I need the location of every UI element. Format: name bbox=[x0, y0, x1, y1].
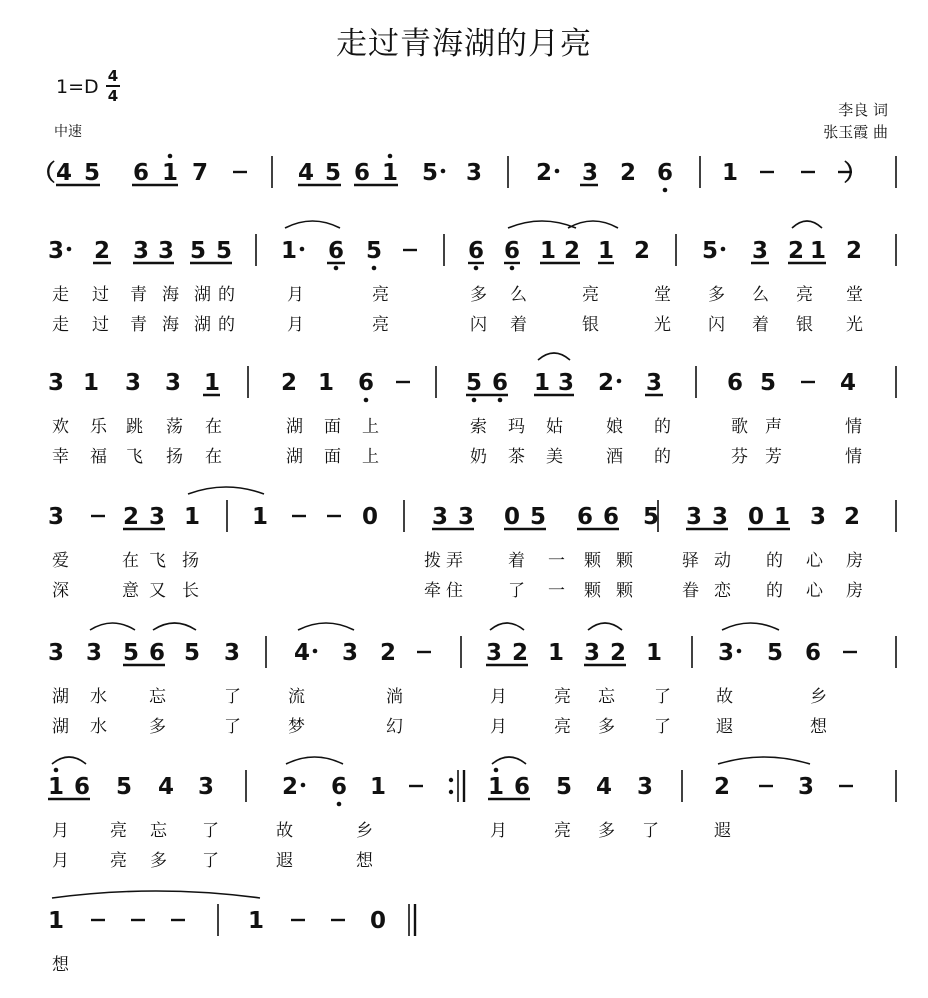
note: 1 bbox=[317, 370, 335, 396]
note: 3 bbox=[557, 370, 575, 396]
lyric-char: 亮 bbox=[582, 285, 599, 305]
octave-down-dot bbox=[510, 266, 515, 271]
note: 3 bbox=[47, 504, 65, 530]
note: 1 bbox=[47, 908, 65, 934]
note: 3 bbox=[583, 640, 601, 666]
lyric-char: 月 bbox=[52, 821, 69, 841]
lyric-char: 么 bbox=[510, 285, 527, 305]
note: 2 bbox=[787, 238, 805, 264]
lyric-char: 了 bbox=[642, 821, 659, 841]
lyric-char: 芳 bbox=[765, 447, 782, 467]
lyric-char: 荡 bbox=[166, 417, 183, 437]
lyric-char: 遐 bbox=[276, 851, 293, 871]
lyric-char: 银 bbox=[796, 315, 813, 335]
lyric-char: 青 bbox=[130, 285, 147, 305]
lyric-char: 面 bbox=[324, 447, 341, 467]
lyric-char: 流 bbox=[288, 687, 305, 707]
augmentation-dot bbox=[313, 649, 318, 654]
note: 1 bbox=[247, 908, 265, 934]
note: 6 bbox=[726, 370, 744, 396]
note: 5 bbox=[421, 160, 439, 186]
lyric-char: 么 bbox=[752, 285, 769, 305]
note: 3 bbox=[124, 370, 142, 396]
composer-credit: 张玉霞 曲 bbox=[823, 123, 888, 141]
note: 1 bbox=[773, 504, 791, 530]
note: 3 bbox=[809, 504, 827, 530]
note: 5 bbox=[365, 238, 383, 264]
lyric-char: 海 bbox=[162, 285, 179, 305]
lyric-char: 光 bbox=[654, 315, 671, 335]
slur bbox=[298, 623, 354, 630]
note: 2 bbox=[619, 160, 637, 186]
note: 3 bbox=[47, 640, 65, 666]
octave-up-dot bbox=[54, 768, 59, 773]
note: 2 bbox=[379, 640, 397, 666]
slur bbox=[588, 623, 622, 630]
lyric-char: 幻 bbox=[386, 717, 403, 737]
note: 1 bbox=[809, 238, 827, 264]
lyric-char: 拨 bbox=[424, 551, 441, 571]
note: 3 bbox=[581, 160, 599, 186]
lyric-char: 乡 bbox=[356, 821, 373, 841]
lyric-char: 光 bbox=[846, 315, 863, 335]
lyric-char: 水 bbox=[90, 717, 107, 737]
repeat-dot bbox=[449, 790, 453, 794]
note: 2 bbox=[511, 640, 529, 666]
note: 4 bbox=[157, 774, 175, 800]
lyric-char: 故 bbox=[716, 687, 733, 707]
augmentation-dot bbox=[441, 169, 446, 174]
lyric-char: 奶 bbox=[470, 447, 487, 467]
octave-down-dot bbox=[372, 266, 377, 271]
note: 0 bbox=[747, 504, 765, 530]
note: 5 bbox=[701, 238, 719, 264]
octave-up-dot bbox=[168, 154, 173, 159]
note: 2 bbox=[713, 774, 731, 800]
slur bbox=[792, 221, 822, 228]
lyric-char: 乡 bbox=[810, 687, 827, 707]
lyric-char: 了 bbox=[202, 821, 219, 841]
slur bbox=[286, 757, 343, 764]
note: 1 bbox=[533, 370, 551, 396]
lyric-char: 月 bbox=[490, 687, 507, 707]
lyric-char: 月 bbox=[490, 717, 507, 737]
note: 2 bbox=[563, 238, 581, 264]
lyric-char: 驿 bbox=[682, 551, 699, 571]
note: 3 bbox=[431, 504, 449, 530]
note: 1 bbox=[597, 238, 615, 264]
lyric-char: 了 bbox=[654, 717, 671, 737]
lyric-char: 美 bbox=[546, 447, 563, 467]
lyric-char: 在 bbox=[122, 551, 139, 571]
note: 5 bbox=[122, 640, 140, 666]
lyric-char: 跳 bbox=[126, 417, 143, 437]
note: 1 bbox=[547, 640, 565, 666]
note: 1 bbox=[539, 238, 557, 264]
lyric-char: 走 bbox=[52, 315, 69, 335]
octave-down-dot bbox=[472, 398, 477, 403]
octave-down-dot bbox=[364, 398, 369, 403]
octave-down-dot bbox=[334, 266, 339, 271]
close-paren: ） bbox=[843, 160, 867, 186]
note: 3 bbox=[645, 370, 663, 396]
lyric-char: 忘 bbox=[149, 687, 166, 707]
lyric-char: 心 bbox=[806, 581, 823, 601]
lyric-char: 亮 bbox=[554, 821, 571, 841]
lyric-char: 颗 bbox=[584, 581, 601, 601]
note: 3 bbox=[223, 640, 241, 666]
lyric-char: 弄 bbox=[446, 551, 463, 571]
lyric-char: 情 bbox=[845, 417, 862, 437]
lyric-char: 青 bbox=[130, 315, 147, 335]
note: 3 bbox=[685, 504, 703, 530]
note: 5 bbox=[555, 774, 573, 800]
note: 3 bbox=[751, 238, 769, 264]
note: 2 bbox=[845, 238, 863, 264]
lyric-char: 了 bbox=[202, 851, 219, 871]
slur bbox=[285, 221, 340, 228]
slur bbox=[508, 221, 576, 228]
lyric-char: 过 bbox=[92, 315, 109, 335]
note: 6 bbox=[804, 640, 822, 666]
lyric-char: 芬 bbox=[731, 447, 748, 467]
note: 6 bbox=[132, 160, 150, 186]
lyric-char: 了 bbox=[224, 717, 241, 737]
lyric-char: 面 bbox=[324, 417, 341, 437]
lyric-char: 多 bbox=[598, 717, 615, 737]
slur bbox=[490, 623, 524, 630]
lyric-char: 亮 bbox=[372, 285, 389, 305]
lyric-char: 眷 bbox=[682, 581, 699, 601]
lyric-char: 淌 bbox=[386, 687, 403, 707]
augmentation-dot bbox=[721, 247, 726, 252]
lyric-char: 亮 bbox=[110, 851, 127, 871]
time-signature-bottom: 4 bbox=[107, 87, 119, 105]
lyric-char: 水 bbox=[90, 687, 107, 707]
lyric-char: 颗 bbox=[616, 581, 633, 601]
note: 3 bbox=[711, 504, 729, 530]
note: 5 bbox=[766, 640, 784, 666]
note: 2 bbox=[122, 504, 140, 530]
note: 1 bbox=[47, 774, 65, 800]
note: 5 bbox=[115, 774, 133, 800]
lyric-char: 房 bbox=[846, 581, 863, 601]
repeat-dot bbox=[449, 778, 453, 782]
augmentation-dot bbox=[617, 379, 622, 384]
key-signature: 1=D bbox=[56, 76, 99, 98]
note: 1 bbox=[721, 160, 739, 186]
lyric-char: 多 bbox=[598, 821, 615, 841]
octave-up-dot bbox=[494, 768, 499, 773]
note: 5 bbox=[183, 640, 201, 666]
note: 4 bbox=[297, 160, 315, 186]
lyric-char: 月 bbox=[287, 285, 304, 305]
lyric-char: 着 bbox=[508, 551, 525, 571]
note: 2 bbox=[280, 370, 298, 396]
augmentation-dot bbox=[737, 649, 742, 654]
lyric-char: 了 bbox=[654, 687, 671, 707]
lyric-char: 湖 bbox=[52, 687, 69, 707]
note: 6 bbox=[148, 640, 166, 666]
lyric-char: 梦 bbox=[288, 717, 305, 737]
note: 4 bbox=[595, 774, 613, 800]
note: 4 bbox=[293, 640, 311, 666]
lyric-char: 亮 bbox=[796, 285, 813, 305]
lyric-char: 遐 bbox=[716, 717, 733, 737]
lyric-char: 堂 bbox=[654, 285, 671, 305]
note: 1 bbox=[203, 370, 221, 396]
note: 6 bbox=[513, 774, 531, 800]
lyric-char: 忘 bbox=[598, 687, 615, 707]
lyric-char: 乐 bbox=[90, 417, 107, 437]
lyric-char: 闪 bbox=[470, 315, 487, 335]
lyric-char: 的 bbox=[766, 581, 783, 601]
lyric-char: 意 bbox=[122, 581, 139, 601]
lyric-char: 亮 bbox=[110, 821, 127, 841]
lyric-char: 月 bbox=[287, 315, 304, 335]
slur bbox=[52, 757, 86, 764]
note: 6 bbox=[576, 504, 594, 530]
lyric-char: 湖 bbox=[286, 417, 303, 437]
lyric-char: 飞 bbox=[126, 447, 143, 467]
note: 2 bbox=[843, 504, 861, 530]
note: 6 bbox=[73, 774, 91, 800]
lyric-char: 又 bbox=[149, 581, 166, 601]
note: 3 bbox=[148, 504, 166, 530]
slur bbox=[718, 757, 810, 764]
note: 3 bbox=[197, 774, 215, 800]
lyric-char: 堂 bbox=[846, 285, 863, 305]
lyric-char: 扬 bbox=[182, 551, 199, 571]
note: 6 bbox=[491, 370, 509, 396]
note: 5 bbox=[215, 238, 233, 264]
augmentation-dot bbox=[555, 169, 560, 174]
note: 3 bbox=[717, 640, 735, 666]
lyric-char: 亮 bbox=[554, 687, 571, 707]
lyric-char: 着 bbox=[510, 315, 527, 335]
lyric-char: 想 bbox=[810, 717, 827, 737]
note: 5 bbox=[83, 160, 101, 186]
note: 1 bbox=[645, 640, 663, 666]
note: 4 bbox=[839, 370, 857, 396]
note: 5 bbox=[324, 160, 342, 186]
note: 3 bbox=[485, 640, 503, 666]
octave-down-dot bbox=[337, 802, 342, 807]
slur bbox=[538, 353, 570, 360]
note: 5 bbox=[529, 504, 547, 530]
song-title: 走过青海湖的月亮 bbox=[336, 26, 592, 62]
slur bbox=[722, 623, 779, 630]
lyric-char: 恋 bbox=[714, 581, 731, 601]
lyric-char: 走 bbox=[52, 285, 69, 305]
note: 5 bbox=[759, 370, 777, 396]
note: 0 bbox=[361, 504, 379, 530]
lyric-char: 欢 bbox=[52, 417, 69, 437]
note: 7 bbox=[191, 160, 209, 186]
note: 1 bbox=[381, 160, 399, 186]
lyric-char: 月 bbox=[490, 821, 507, 841]
lyric-char: 娘 bbox=[606, 417, 623, 437]
lyric-char: 的 bbox=[766, 551, 783, 571]
lyric-char: 湖 bbox=[194, 315, 211, 335]
note: 3 bbox=[132, 238, 150, 264]
note: 3 bbox=[157, 238, 175, 264]
note: 1 bbox=[82, 370, 100, 396]
lyric-char: 福 bbox=[90, 447, 107, 467]
lyric-char: 长 bbox=[182, 581, 199, 601]
lyric-char: 忘 bbox=[150, 821, 167, 841]
lyric-char: 过 bbox=[92, 285, 109, 305]
lyric-char: 声 bbox=[765, 417, 782, 437]
note: 5 bbox=[189, 238, 207, 264]
note: 3 bbox=[465, 160, 483, 186]
lyric-char: 扬 bbox=[166, 447, 183, 467]
lyric-char: 上 bbox=[362, 447, 379, 467]
note: 2 bbox=[597, 370, 615, 396]
lyric-char: 湖 bbox=[286, 447, 303, 467]
augmentation-dot bbox=[300, 247, 305, 252]
lyric-char: 酒 bbox=[606, 447, 623, 467]
note: 2 bbox=[633, 238, 651, 264]
note: 6 bbox=[327, 238, 345, 264]
note: 6 bbox=[656, 160, 674, 186]
lyric-char: 遐 bbox=[714, 821, 731, 841]
lyric-char: 的 bbox=[218, 315, 235, 335]
lyric-char: 飞 bbox=[149, 551, 166, 571]
lyric-char: 了 bbox=[224, 687, 241, 707]
lyric-char: 了 bbox=[508, 581, 525, 601]
note: 1 bbox=[183, 504, 201, 530]
lyric-char: 月 bbox=[52, 851, 69, 871]
note: 3 bbox=[85, 640, 103, 666]
note: 5 bbox=[642, 504, 660, 530]
lyric-char: 住 bbox=[446, 581, 463, 601]
lyric-char: 多 bbox=[149, 717, 166, 737]
note: 0 bbox=[503, 504, 521, 530]
note: 3 bbox=[164, 370, 182, 396]
slur bbox=[52, 891, 260, 898]
note: 6 bbox=[503, 238, 521, 264]
note: 5 bbox=[465, 370, 483, 396]
note: 6 bbox=[467, 238, 485, 264]
note: 1 bbox=[161, 160, 179, 186]
lyric-char: 多 bbox=[470, 285, 487, 305]
note: 2 bbox=[281, 774, 299, 800]
augmentation-dot bbox=[301, 783, 306, 788]
note: 6 bbox=[330, 774, 348, 800]
time-signature-top: 4 bbox=[107, 67, 119, 85]
note: 3 bbox=[47, 370, 65, 396]
lyric-char: 故 bbox=[276, 821, 293, 841]
note: 3 bbox=[636, 774, 654, 800]
lyric-char: 爱 bbox=[52, 551, 69, 571]
lyric-char: 房 bbox=[846, 551, 863, 571]
tempo-marking: 中速 bbox=[54, 124, 82, 140]
lyric-char: 茶 bbox=[508, 447, 525, 467]
lyric-char: 歌 bbox=[731, 417, 748, 437]
note: 3 bbox=[457, 504, 475, 530]
note: 1 bbox=[487, 774, 505, 800]
lyric-char: 的 bbox=[654, 417, 671, 437]
note: 1 bbox=[369, 774, 387, 800]
lyric-char: 在 bbox=[205, 417, 222, 437]
lyric-char: 多 bbox=[150, 851, 167, 871]
octave-down-dot bbox=[474, 266, 479, 271]
lyric-char: 闪 bbox=[708, 315, 725, 335]
note: 2 bbox=[535, 160, 553, 186]
note: 2 bbox=[93, 238, 111, 264]
lyric-char: 亮 bbox=[372, 315, 389, 335]
lyric-char: 颗 bbox=[616, 551, 633, 571]
lyric-char: 想 bbox=[52, 955, 69, 975]
open-paren: （ bbox=[32, 160, 56, 186]
lyric-char: 湖 bbox=[194, 285, 211, 305]
note: 6 bbox=[357, 370, 375, 396]
note: 3 bbox=[797, 774, 815, 800]
lyric-char: 姑 bbox=[546, 417, 563, 437]
note: 3 bbox=[47, 238, 65, 264]
slur bbox=[188, 487, 264, 494]
augmentation-dot bbox=[67, 247, 72, 252]
octave-down-dot bbox=[663, 188, 668, 193]
lyric-char: 一 bbox=[548, 551, 565, 571]
lyric-char: 的 bbox=[654, 447, 671, 467]
lyric-char: 颗 bbox=[584, 551, 601, 571]
note: 2 bbox=[609, 640, 627, 666]
note: 4 bbox=[55, 160, 73, 186]
lyric-char: 牵 bbox=[424, 581, 441, 601]
lyric-char: 动 bbox=[714, 551, 731, 571]
note: 1 bbox=[280, 238, 298, 264]
slur bbox=[153, 623, 196, 630]
lyric-char: 着 bbox=[752, 315, 769, 335]
note: 3 bbox=[341, 640, 359, 666]
lyric-char: 银 bbox=[582, 315, 599, 335]
lyricist-credit: 李良 词 bbox=[838, 101, 888, 119]
lyric-char: 一 bbox=[548, 581, 565, 601]
lyric-char: 多 bbox=[708, 285, 725, 305]
lyric-char: 亮 bbox=[554, 717, 571, 737]
lyric-char: 上 bbox=[362, 417, 379, 437]
octave-down-dot bbox=[498, 398, 503, 403]
lyric-char: 情 bbox=[845, 447, 862, 467]
slur bbox=[492, 757, 526, 764]
lyric-char: 想 bbox=[356, 851, 373, 871]
lyric-char: 玛 bbox=[508, 417, 525, 437]
lyric-char: 在 bbox=[205, 447, 222, 467]
note: 6 bbox=[602, 504, 620, 530]
lyric-char: 深 bbox=[52, 581, 69, 601]
lyric-char: 幸 bbox=[52, 447, 69, 467]
lyric-char: 索 bbox=[470, 417, 487, 437]
note: 6 bbox=[353, 160, 371, 186]
lyric-char: 海 bbox=[162, 315, 179, 335]
lyric-char: 的 bbox=[218, 285, 235, 305]
note: 1 bbox=[251, 504, 269, 530]
slur bbox=[90, 623, 135, 630]
lyric-char: 湖 bbox=[52, 717, 69, 737]
octave-up-dot bbox=[388, 154, 393, 159]
lyric-char: 心 bbox=[806, 551, 823, 571]
note: 0 bbox=[369, 908, 387, 934]
